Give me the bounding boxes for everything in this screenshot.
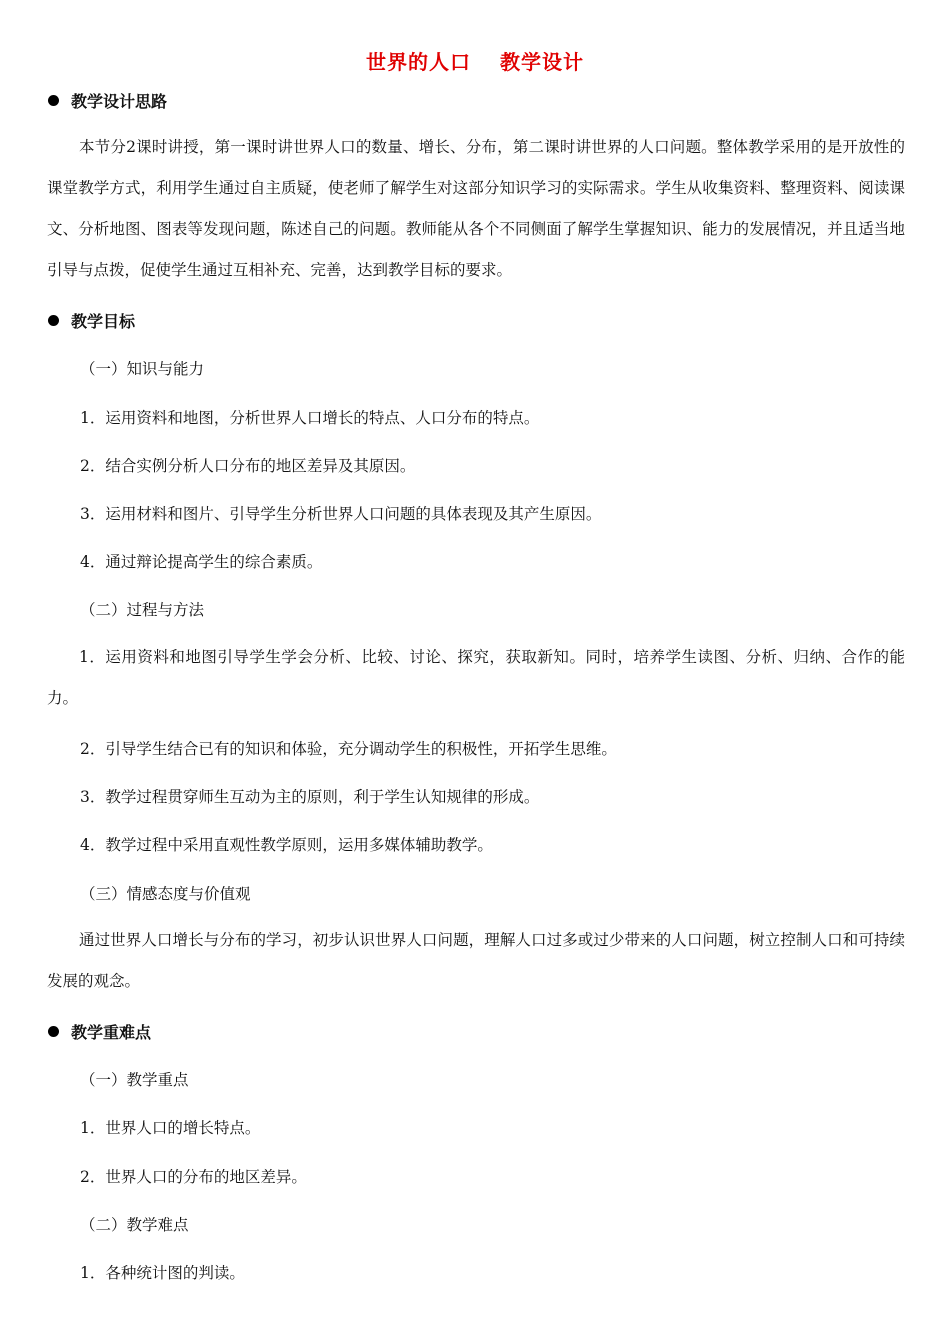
subheading-process: （二）过程与方法 bbox=[80, 601, 205, 619]
bullet-icon bbox=[48, 95, 59, 106]
subheading-attitude: （三）情感态度与价值观 bbox=[80, 885, 251, 903]
list-item: 2．引导学生结合已有的知识和体验，充分调动学生的积极性，开拓学生思维。 bbox=[80, 740, 617, 758]
list-item: 2．世界人口的分布的地区差异。 bbox=[80, 1168, 307, 1186]
section-heading-goals bbox=[48, 309, 135, 332]
list-item: 3．教学过程贯穿师生互动为主的原则，利于学生认知规律的形成。 bbox=[80, 788, 540, 806]
section-heading-text: 教学重难点 bbox=[71, 1023, 152, 1042]
attitude-paragraph: 通过世界人口增长与分布的学习，初步认识世界人口问题，理解人口过多或过少带来的人口问题，树立控制人口和可持续发展的观念。 bbox=[47, 931, 905, 990]
list-item: 1．各种统计图的判读。 bbox=[80, 1264, 245, 1282]
list-item: 3．运用材料和图片、引导学生分析世界人口问题的具体表现及其产生原因。 bbox=[80, 505, 602, 523]
subheading-difficulty: （二）教学难点 bbox=[80, 1216, 189, 1234]
bullet-icon bbox=[48, 315, 59, 326]
section-heading-text: 教学目标 bbox=[71, 312, 136, 331]
section-heading-design bbox=[48, 89, 167, 112]
list-item: 1．世界人口的增长特点。 bbox=[80, 1119, 261, 1137]
design-paragraph: 本节分2课时讲授，第一课时讲世界人口的数量、增长、分布，第二课时讲世界的人口问题。整体教学采用的是开放性的课堂教学方式，利用学生通过自主质疑，使老师了解学生对这部分知识学习的实际需求。学生从收集资料、整理资料、阅读课文、分析地图、图表等发现问题，陈述自己的问题。教师能从各个不同侧面了解学生掌握知识、能力的发展情况，并且适当地引导与点拨，促使学生通过互相补充、完善，达到教学目标的要求。 bbox=[47, 138, 905, 279]
list-item: 4．通过辩论提高学生的综合素质。 bbox=[80, 553, 323, 571]
list-item-paragraph: 1．运用资料和地图引导学生学会分析、比较、讨论、探究，获取新知。同时，培养学生读图、分析、归纳、合作的能力。 bbox=[47, 648, 905, 707]
section-heading-text: 教学设计思路 bbox=[71, 92, 168, 111]
section-heading-key-points bbox=[48, 1020, 151, 1043]
list-item: 1．运用资料和地图，分析世界人口增长的特点、人口分布的特点。 bbox=[80, 409, 540, 427]
list-item: 2．结合实例分析人口分布的地区差异及其原因。 bbox=[80, 457, 416, 475]
subheading-knowledge: （一）知识与能力 bbox=[80, 360, 205, 378]
list-item: 4．教学过程中采用直观性教学原则，运用多媒体辅助教学。 bbox=[80, 836, 493, 854]
subheading-focus: （一）教学重点 bbox=[80, 1071, 189, 1089]
document-title: 世界的人口 教学设计 bbox=[366, 50, 584, 74]
bullet-icon bbox=[48, 1026, 59, 1037]
